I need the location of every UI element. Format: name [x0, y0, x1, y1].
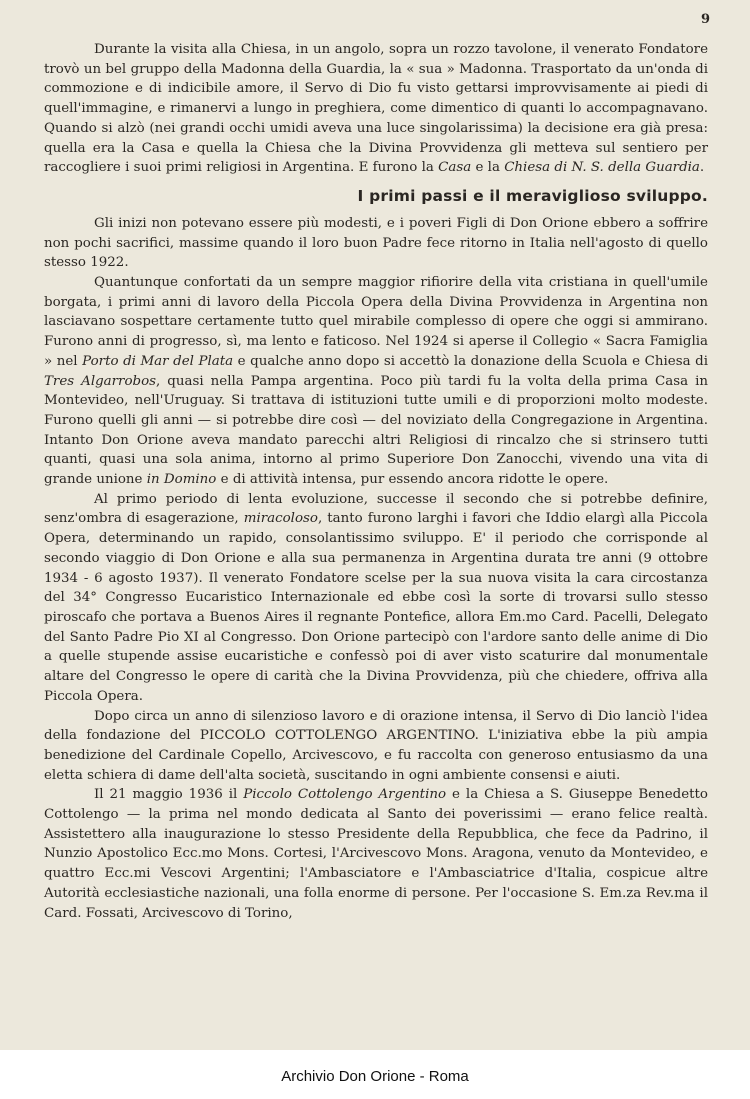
paragraph-secondo-periodo: Al primo periodo di lenta evoluzione, successe il secondo che si potrebbe definire, senz'ombra di esagerazione, miracoloso, tanto furono larghi i favori che Iddio elargì alla Piccola Opera, determinando un rapido, consolantissimo sviluppo. E' il periodo che corrisponde al secondo viaggio di Don Orione e alla sua permanenza in Argentina durata tre anni (9 ottobre 1934 - 6 agosto 1937). Il venerato Fondatore scelse per la sua nuova visita la cara circostanza del 34° Congresso Eucaristico Internazionale ed ebbe così la sorte di trovarsi sullo stesso piroscafo che portava a Buenos Aires il regnante Pontefice, allora Em.mo Card. Pacelli, Delegato del Santo Padre Pio XI al Congresso. Don Orione partecipò con l'ardore santo delle anime di Dio a quelle stupende assise eucaristiche e confessò poi di aver visto scaturire dal monumentale altare del Congresso le opere di carità che la Divina Provvidenza, più che chiedere, offriva alla Piccola Opera. — [44, 491, 708, 704]
archive-footer: Archivio Don Orione - Roma — [281, 1068, 469, 1085]
paragraph-primi-anni: Quantunque confortati da un sempre maggior rifiorire della vita cristiana in quell'umile borgata, i primi anni di lavoro della Piccola Opera della Divina Provvidenza in Argentina non lasciavano sospettare certamente tutto quel mirabile complesso di opere che oggi si ammirano. Furono anni di progresso, sì, ma lento e faticoso. Nel 1924 si aperse il Collegio « Sacra Famiglia » nel Porto di Mar del Plata e qualche anno dopo si accettò la donazione della Scuola e Chiesa di Tres Algarrobos, quasi nella Pampa argentina. Poco più tardi fu la volta della prima Casa in Montevideo, nell'Uruguay. Si trattava di istituzioni tutte umili e di proporzioni molto modeste. Furono quelli gli anni — si potrebbe dire così — del noviziato della Congregazione in Argentina. Intanto Don Orione aveva mandato parecchi altri Religiosi di rincalzo che si strinsero tutti quanti, quasi una sola anima, intorno al primo Superiore Don Zanocchi, vivendo una vita di grande unione in Domino e di attività intensa, pur essendo ancora ridotte le opere. — [44, 275, 708, 488]
paragraph-inizi: Gli inizi non potevano essere più modesti, e i poveri Figli di Don Orione ebbero a soffrire non pochi sacrifici, massime quando il loro buon Padre fece ritorno in Italia nell'agosto di quello stesso 1922. — [44, 215, 708, 271]
paragraph-piccolo-cottolengo-idea: Dopo circa un anno di silenzioso lavoro e di orazione intensa, il Servo di Dio lanciò l'idea della fondazione del PICCOLO COTTOLENGO ARGENTINO. L'iniziativa ebbe la più ampia benedizione del Cardinale Copello, Arcivescovo, e fu raccolta con generoso entusiasmo da una eletta schiera di dame dell'alta società, suscitando in ogni ambiente consensi e aiuti. — [44, 708, 708, 783]
paragraph-madonna-della-guardia: Durante la visita alla Chiesa, in un angolo, sopra un rozzo tavolone, il venerato Fondatore trovò un bel gruppo della Madonna della Guardia, la « sua » Madonna. Trasportato da un'onda di commozione e di indicibile amore, il Servo di Dio fu visto gettarsi improvvisamente ai piedi di quell'immagine, e rimanervi a lungo in preghiera, come dimentico di quanti lo accompagnavano. Quando si alzò (nei grandi occhi umidi aveva una luce singolarissima) la decisione era già presa: quella era la Casa e quella la Chiesa che la Divina Provvidenza gli metteva sul sentiero per raccogliere i suoi primi religiosi in Argentina. E furono la Casa e la Chiesa di N. S. della Guardia. — [44, 42, 708, 176]
section-heading: I primi passi e il meraviglioso sviluppo. — [357, 186, 708, 205]
page-number: 9 — [700, 12, 710, 27]
paragraph-inaugurazione: Il 21 maggio 1936 il Piccolo Cottolengo Argentino e la Chiesa a S. Giuseppe Benedetto Cottolengo — la prima nel mondo dedicata al Santo dei poverissimi — erano felice realtà. Assistettero alla inaugurazione lo stesso Presidente della Repubblica, che fece da Padrino, il Nunzio Apostolico Ecc.mo Mons. Cortesi, l'Arcivescovo Mons. Aragona, venuto da Montevideo, e quattro Ecc.mi Vescovi Argentini; l'Ambasciatore e l'Ambasciatrice d'Italia, cospicue altre Autorità ecclesiastiche nazionali, una folla enorme di persone. Per l'occasione S. Em.za Rev.ma il Card. Fossati, Arcivescovo di Torino, — [44, 787, 708, 921]
body-text — [44, 40, 708, 923]
